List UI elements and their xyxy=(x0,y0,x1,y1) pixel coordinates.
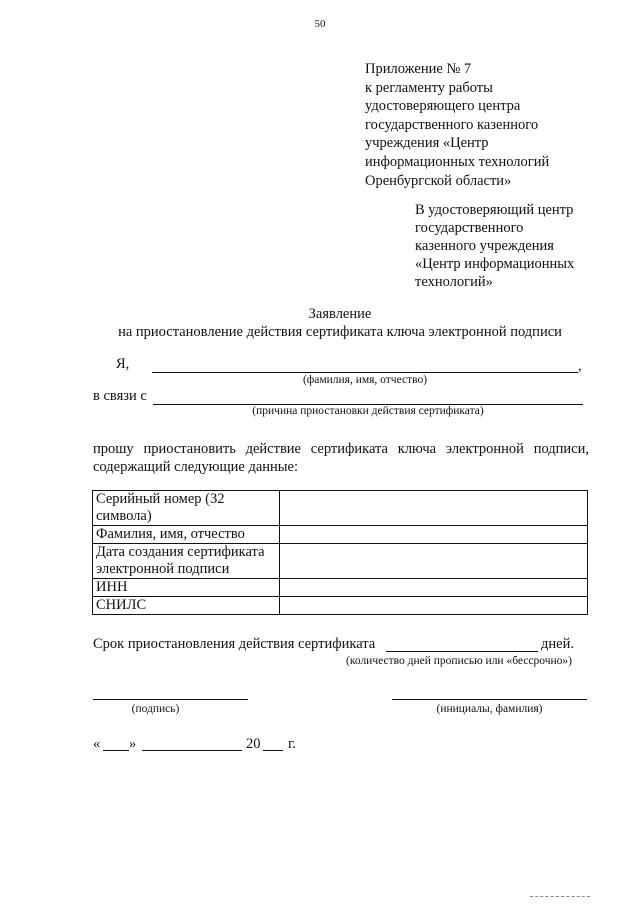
table-row xyxy=(93,597,588,615)
appendix-line: Приложение № 7 xyxy=(365,61,472,77)
table-row-label: СНИЛС xyxy=(93,597,280,615)
table-row-label: Дата создания сертификата электронной подписи xyxy=(93,544,280,579)
addressee-line: технологий» xyxy=(415,274,493,290)
table-row-value[interactable] xyxy=(280,526,588,544)
date-year-prefix: 20 xyxy=(246,736,261,752)
signature-field[interactable] xyxy=(93,699,248,700)
addressee-line: государственного xyxy=(415,220,524,236)
appendix-line: информационных технологий xyxy=(365,153,550,170)
addressee-line: «Центр информационных xyxy=(415,256,575,272)
applicant-prefix: Я, xyxy=(116,356,130,372)
date-open-quote: « xyxy=(93,736,101,752)
applicant-hint: (фамилия, имя, отчество) xyxy=(302,374,428,386)
term-suffix: дней. xyxy=(541,636,574,652)
table-row xyxy=(93,491,588,526)
addressee-line: казенного учреждения xyxy=(415,238,554,254)
table-row-label: Серийный номер (32 символа) xyxy=(93,491,280,526)
appendix-line: государственного казенного xyxy=(365,116,539,133)
initials-field[interactable] xyxy=(392,699,587,700)
term-prefix: Срок приостановления действия сертификата xyxy=(93,636,376,652)
table-row-value[interactable] xyxy=(280,597,588,615)
date-year-suffix: г. xyxy=(288,736,296,752)
reason-hint: (причина приостановки действия сертификата) xyxy=(252,405,484,417)
term-days-field[interactable] xyxy=(386,651,538,652)
date-close-quote: » xyxy=(129,736,137,752)
signature-hint: (подпись) xyxy=(131,703,180,715)
appendix-line: Оренбургской области» xyxy=(365,172,512,189)
request-text: прошу приостановить действие сертификата ключа электронной подписи, содержащий следующие данные: xyxy=(93,441,589,475)
appendix-line: к регламенту работы xyxy=(365,79,493,96)
document-title: Заявление xyxy=(308,306,372,322)
table-row-label: Фамилия, имя, отчество xyxy=(93,526,280,544)
addressee-line: В удостоверяющий центр xyxy=(415,202,574,218)
date-year-field[interactable] xyxy=(263,750,283,751)
addressee-block xyxy=(415,201,574,291)
appendix-line: учреждения «Центр xyxy=(365,135,489,152)
table-row-value[interactable] xyxy=(280,579,588,597)
appendix-line: удостоверяющего центра xyxy=(365,98,521,115)
table-row xyxy=(93,579,588,597)
table-row-value[interactable] xyxy=(280,491,588,526)
applicant-suffix: , xyxy=(578,358,582,374)
table-row xyxy=(93,544,588,579)
date-day-field[interactable] xyxy=(103,750,129,751)
table-row-label: ИНН xyxy=(93,579,280,597)
date-month-field[interactable] xyxy=(142,750,242,751)
document-subtitle: на приостановление действия сертификата ключа электронной подписи xyxy=(118,324,562,340)
table-row xyxy=(93,526,588,544)
term-hint: (количество дней прописью или «бессрочно») xyxy=(346,655,572,667)
reason-prefix: в связи с xyxy=(93,388,147,404)
table-row-value[interactable] xyxy=(280,544,588,579)
initials-hint: (инициалы, фамилия) xyxy=(436,703,543,715)
page-number: 50 xyxy=(314,18,326,30)
appendix-header xyxy=(365,60,549,190)
page-edge-mark xyxy=(530,896,590,897)
certificate-data-table xyxy=(92,490,588,615)
applicant-name-field[interactable] xyxy=(152,372,578,373)
